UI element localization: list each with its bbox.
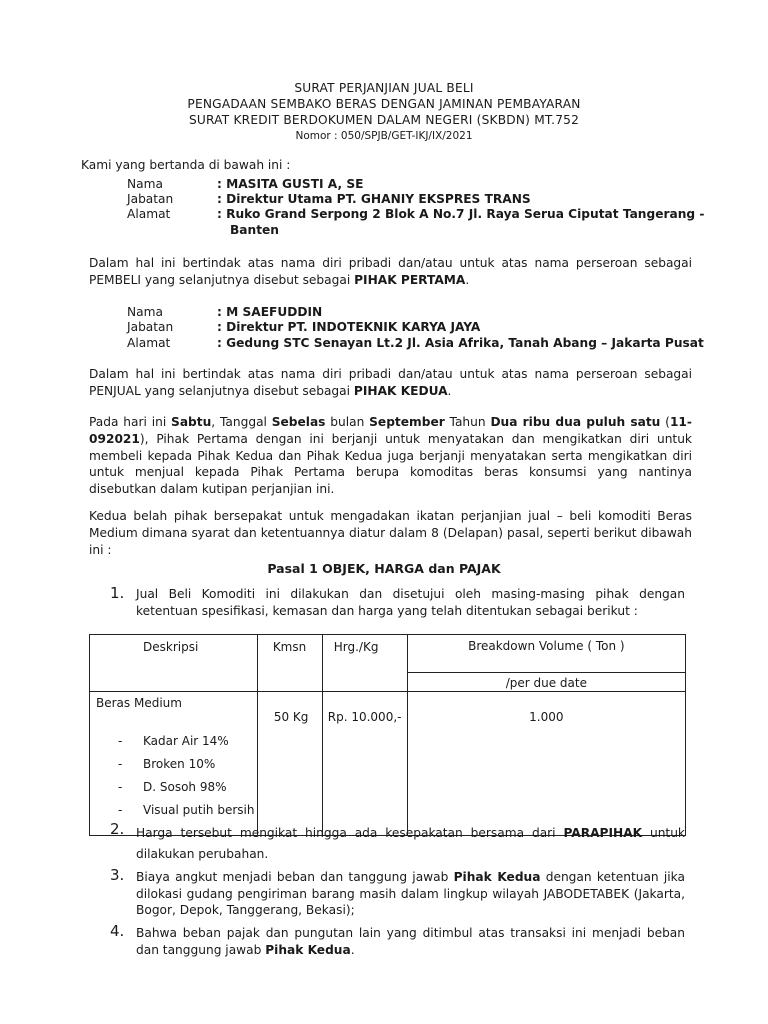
party1-nama-value: : MASITA GUSTI A, SE [217, 177, 364, 191]
party1-jabatan-label: Jabatan [127, 192, 174, 206]
row-kmsn-cell [257, 692, 322, 836]
item3-number: 3. [110, 866, 125, 884]
header-hrg: Hrg./Kg [333, 640, 379, 654]
party1-jabatan-value: : Direktur Utama PT. GHANIY EKSPRES TRANS [217, 192, 531, 206]
document-subtitle: PENGADAAN SEMBAKO BERAS DENGAN JAMINAN PEMBAYARAN [187, 97, 581, 111]
header-deskripsi: Deskripsi [143, 640, 199, 654]
header-breakdown: Breakdown Volume ( Ton ) [468, 639, 625, 653]
row-volume: 1.000 [529, 710, 564, 724]
row-hrg: Rp. 10.000,- [327, 710, 402, 724]
row-kmsn: 50 Kg [273, 710, 309, 724]
party1-nama-label: Nama [127, 177, 163, 191]
row-volume-cell [407, 692, 685, 836]
header-deskripsi-cell [90, 635, 258, 692]
spec-item: - Kadar Air 14% [118, 734, 229, 748]
document-subtitle-2: SURAT KREDIT BERDOKUMEN DALAM NEGERI (SKBDN) MT.752 [188, 113, 580, 127]
spec-item: - Visual putih bersih [118, 803, 255, 817]
item2-number: 2. [110, 820, 125, 838]
intro-text: Kami yang bertanda di bawah ini : [81, 158, 291, 172]
party2-nama-label: Nama [127, 305, 163, 319]
spec-item: - Broken 10% [118, 757, 216, 771]
document-number: Nomor : 050/SPJB/GET-IKJ/IX/2021 [295, 130, 473, 142]
header-per-due-cell [407, 673, 685, 692]
item1-text: Jual Beli Komoditi ini dilakukan dan disetujui oleh masing-masing pihak dengan ketentuan spesifikasi, kemasan dan harga yang telah ditentukan sebagai berikut : [136, 587, 685, 618]
spec-item: - D. Sosoh 98% [118, 780, 227, 794]
party1-alamat-label: Alamat [127, 207, 171, 221]
header-breakdown-cell [407, 635, 685, 673]
row-deskripsi: Beras Medium [96, 696, 182, 710]
specification-table [89, 634, 686, 836]
item2-text: Harga tersebut mengikat hingga ada kesepakatan bersama dari PARAPIHAK untuk dilakukan perubahan. [136, 826, 685, 861]
party2-jabatan-label: Jabatan [127, 320, 174, 334]
header-kmsn: Kmsn [272, 640, 307, 654]
document-title: SURAT PERJANJIAN JUAL BELI [294, 81, 474, 95]
pasal1-heading: Pasal 1 OBJEK, HARGA dan PAJAK [267, 561, 501, 576]
row-hrg-cell [322, 692, 407, 836]
item3-text: Biaya angkut menjadi beban dan tanggung jawab Pihak Kedua dengan ketentuan jika dilokasi gudang pengiriman barang masih dalam lingkup wilayah JABODETABEK (Jakarta, Bogor, Depok, Tanggerang, Bekasi); [136, 870, 685, 917]
party2-role-paragraph: Dalam hal ini bertindak atas nama diri pribadi dan/atau untuk atas nama perseroan sebagai PENJUAL yang selanjutnya disebut sebagai PIHAK KEDUA. [89, 367, 692, 398]
party2-jabatan-value: : Direktur PT. INDOTEKNIK KARYA JAYA [217, 320, 481, 334]
agreement-scope-paragraph: Kedua belah pihak bersepakat untuk mengadakan ikatan perjanjian jual – beli komoditi Beras Medium dimana syarat dan ketentuannya diatur dalam 8 (Delapan) pasal, seperti berikut dibawah ini : [89, 509, 692, 557]
party1-alamat-value-2: Banten [230, 223, 279, 237]
party2-alamat-label: Alamat [127, 336, 171, 350]
item4-text: Bahwa beban pajak dan pungutan lain yang ditimbul atas transaksi ini menjadi beban dan tanggung jawab Pihak Kedua. [136, 926, 685, 957]
header-per-due: /per due date [505, 676, 587, 690]
party2-alamat-value: : Gedung STC Senayan Lt.2 Jl. Asia Afrika, Tanah Abang – Jakarta Pusat [217, 336, 704, 350]
header-hrg-cell [322, 635, 407, 692]
item1-number: 1. [110, 584, 125, 602]
row-deskripsi-cell [90, 692, 258, 836]
party1-alamat-value: : Ruko Grand Serpong 2 Blok A No.7 Jl. Raya Serua Ciputat Tangerang - [217, 207, 705, 221]
header-kmsn-cell [257, 635, 322, 692]
party2-nama-value: : M SAEFUDDIN [217, 305, 323, 319]
agreement-date-paragraph: Pada hari ini Sabtu, Tanggal Sebelas bulan September Tahun Dua ribu dua puluh satu (11-092021), Pihak Pertama dengan ini berjanji untuk menyatakan dan mengikatkan diri untuk membeli kepada Pihak Kedua dan Pihak Kedua juga berjanji menyatakan serta mengikatkan diri untuk menjual kepada Pihak Pertama berupa komoditas beras konsumsi yang nantinya disebutkan dalam kutipan perjanjian ini. [89, 415, 692, 497]
party1-role-paragraph: Dalam hal ini bertindak atas nama diri pribadi dan/atau untuk atas nama perseroan sebagai PEMBELI yang selanjutnya disebut sebagai PIHAK PERTAMA. [89, 256, 692, 287]
item4-number: 4. [110, 922, 125, 940]
